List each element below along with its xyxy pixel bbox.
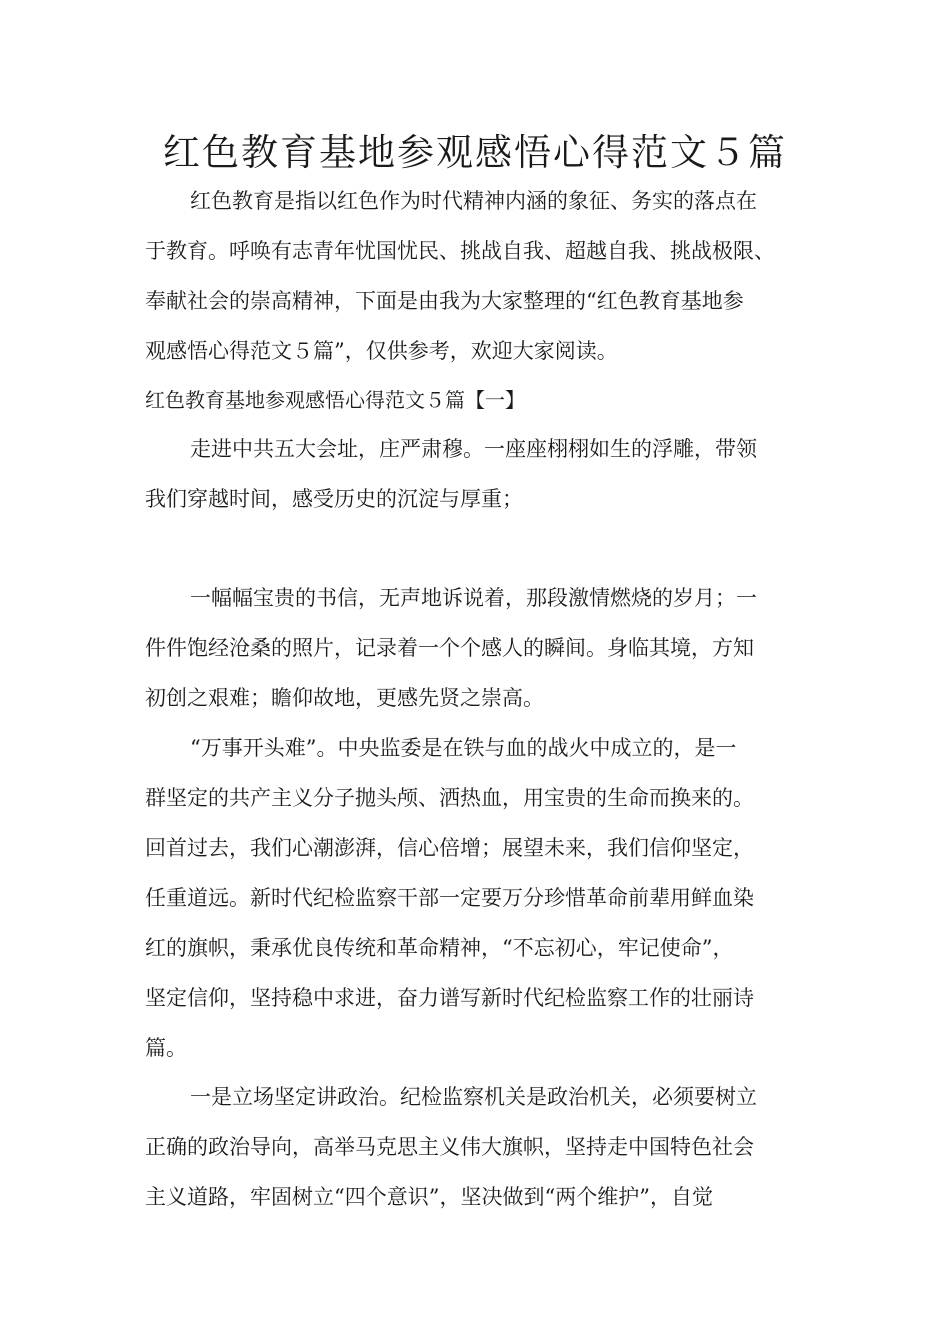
para2-line-1: 一幅幅宝贵的书信，无声地诉说着，那段激情燃烧的岁月；一 (190, 586, 757, 610)
para4-line-1: 一是立场坚定讲政治。纪检监察机关是政治机关，必须要树立 (190, 1085, 757, 1109)
intro-line-4: 观感悟心得范文５篇”，仅供参考，欢迎大家阅读。 (145, 339, 618, 363)
para3-line-1: “万事开头难”。中央监委是在铁与血的战火中成立的，是一 (190, 736, 737, 760)
para1-line-1: 走进中共五大会址，庄严肃穆。一座座栩栩如生的浮雕，带领 (190, 437, 757, 461)
para2-line-3: 初创之艰难；瞻仰故地，更感先贤之崇高。 (145, 686, 544, 710)
para4-line-3: 主义道路，牢固树立“四个意识”，坚决做到“两个维护”，自觉 (145, 1185, 713, 1209)
intro-line-3: 奉献社会的崇高精神，下面是由我为大家整理的“红色教育基地参 (145, 289, 744, 313)
intro-line-2: 于教育。呼唤有志青年忧国忧民、挑战自我、超越自我、挑战极限、 (145, 239, 775, 263)
document-title: 红色教育基地参观感悟心得范文５篇 (163, 131, 787, 174)
para3-line-3: 回首过去，我们心潮澎湃，信心倍增；展望未来，我们信仰坚定， (145, 836, 754, 860)
intro-line-1: 红色教育是指以红色作为时代精神内涵的象征、务实的落点在 (190, 189, 757, 213)
para1-line-2: 我们穿越时间，感受历史的沉淀与厚重； (145, 487, 523, 511)
para3-line-2: 群坚定的共产主义分子抛头颅、洒热血，用宝贵的生命而换来的。 (145, 786, 754, 810)
para3-line-7: 篇。 (145, 1036, 187, 1060)
para3-line-5: 红的旗帜，秉承优良传统和革命精神，“不忘初心，牢记使命”， (145, 936, 734, 960)
para2-line-2: 件件饱经沧桑的照片，记录着一个个感人的瞬间。身临其境，方知 (145, 636, 754, 660)
section-heading: 红色教育基地参观感悟心得范文５篇【一】 (145, 388, 525, 412)
para3-line-4: 任重道远。新时代纪检监察干部一定要万分珍惜革命前辈用鲜血染 (145, 886, 754, 910)
para4-line-2: 正确的政治导向，高举马克思主义伟大旗帜，坚持走中国特色社会 (145, 1135, 754, 1159)
para3-line-6: 坚定信仰，坚持稳中求进，奋力谱写新时代纪检监察工作的壮丽诗 (145, 986, 754, 1010)
